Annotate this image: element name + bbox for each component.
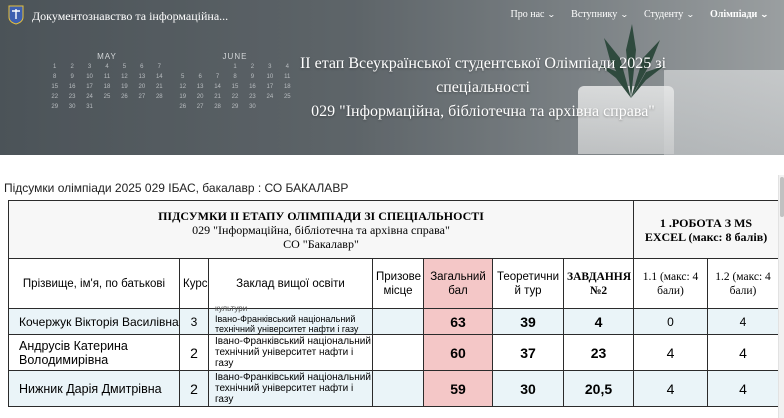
- table-title: [9, 201, 634, 259]
- nav-item-about[interactable]: [511, 9, 556, 20]
- cell-total: 59: [424, 371, 493, 407]
- cell-place: [373, 309, 424, 335]
- column-header-sub1: 1.1 (макс: 4 бали): [634, 259, 708, 309]
- hero-title-line: 029 "Інформаційна, бібліотечна та архівна справа": [311, 103, 655, 120]
- cell-sub1: 0: [634, 309, 708, 335]
- hero-title-line: спеціальності: [436, 79, 530, 96]
- chevron-down-icon: ⌄: [686, 10, 695, 19]
- cell-sub1: 4: [634, 371, 708, 407]
- task-group-header: [634, 201, 779, 259]
- table-title-line: ПІДСУМКИ ІІ ЕТАПУ ОЛІМПІАДИ ЗІ СПЕЦІАЛЬНОСТІ: [158, 208, 484, 223]
- cell-sub1: 4: [634, 335, 708, 371]
- cell-name: Андрусів Катерина Володимирівна: [9, 335, 180, 371]
- university-crest-icon[interactable]: [8, 5, 24, 25]
- column-header-sub2: 1.2 (макс: 4 бали): [708, 259, 779, 309]
- table-row[interactable]: [9, 309, 779, 335]
- cell-institution: Івано-Франківський національний технічний університет нафти і газу: [209, 335, 373, 371]
- calendar-may: [46, 52, 168, 111]
- table-title-line: 029 "Інформаційна, бібліотечна та архівна справа": [192, 222, 450, 237]
- cell-course: 2: [180, 371, 209, 407]
- calendar-grid: 1 2 3 4 5 6 7 8 9 10 11 12 13 14 15 16 17 18 19 20 21 22 23 24 25 26 27 28 29 30 31: [51, 64, 163, 110]
- cell-sub2: 4: [708, 371, 779, 407]
- hero-title: [268, 52, 698, 124]
- column-header-task2: ЗАВДАННЯ №2: [564, 259, 634, 309]
- column-header-institution: Заклад вищої освіти: [209, 259, 373, 309]
- cell-name: Кочержук Вікторія Василівна: [9, 309, 180, 335]
- hero-title-line: ІІ етап Всеукраїнської студентської Олімпіади 2025 зі: [299, 55, 667, 72]
- cell-theory: 30: [493, 371, 564, 407]
- cell-institution: [209, 303, 373, 335]
- cell-task2: 23: [564, 335, 634, 371]
- cell-partial-text: культури: [215, 303, 248, 313]
- cell-theory: 39: [493, 309, 564, 335]
- table-row[interactable]: [9, 371, 779, 407]
- nav-item-label: Про нас: [510, 9, 545, 20]
- table-title-line: СО "Бакалавр": [283, 236, 359, 251]
- cell-sub2: 4: [708, 309, 779, 335]
- cell-place: [373, 371, 424, 407]
- sheet-caption: Підсумки олімпіади 2025 029 ІБАС, бакалавр : СО БАКАЛАВР: [4, 181, 349, 195]
- column-header-theory: Теоретични й тур: [493, 259, 564, 309]
- column-header-course: Курс: [180, 259, 209, 309]
- chevron-down-icon: ⌄: [547, 10, 557, 19]
- nav-item-applicant[interactable]: [571, 9, 628, 20]
- cell-theory: 37: [493, 335, 564, 371]
- scrollbar-thumb[interactable]: [780, 177, 784, 217]
- column-header-name: Прізвище, ім'я, по батькові: [9, 259, 180, 309]
- nav-item-label: Олімпіади: [709, 9, 758, 20]
- hero-banner: [0, 0, 784, 155]
- main-menu: [511, 9, 769, 20]
- vertical-scrollbar[interactable]: [778, 175, 784, 418]
- chevron-down-icon: ⌄: [620, 10, 629, 19]
- cell-sub2: 4: [708, 335, 779, 371]
- nav-item-student[interactable]: [644, 9, 694, 20]
- calendar-grid: 1 2 3 4 5 6 7 8 9 10 11 12 13 14 15 16 17 18 19 20 21 22 23 24 25 26 27 28 29 30: [179, 64, 291, 110]
- nav-item-label: Вступнику: [571, 9, 618, 20]
- results-table-viewport[interactable]: [8, 200, 778, 418]
- column-header-total: Загальний бал: [424, 259, 493, 309]
- results-table: [8, 200, 778, 407]
- cell-total: 63: [424, 309, 493, 335]
- cell-institution-text: Івано-Франківський національний технічний університет нафти і газу: [215, 313, 359, 334]
- cell-total: 60: [424, 335, 493, 371]
- chevron-down-icon: ⌄: [760, 10, 770, 19]
- cell-course: 2: [180, 335, 209, 371]
- column-header-place: Призове місце: [373, 259, 424, 309]
- cell-name: Нижник Дарія Дмитрівна: [9, 371, 180, 407]
- site-title[interactable]: Документознавство та інформаційна...: [32, 9, 229, 23]
- nav-item-label: Студенту: [643, 9, 684, 20]
- top-navigation-bar: [0, 0, 784, 32]
- cell-institution: Івано-Франківський національний технічний університет нафти і газу: [209, 371, 373, 407]
- cell-task2: 20,5: [564, 371, 634, 407]
- calendar-month-label: MAY: [97, 52, 117, 61]
- cell-task2: 4: [564, 309, 634, 335]
- nav-item-olympiads[interactable]: [710, 9, 768, 20]
- cell-course: 3: [180, 309, 209, 335]
- task-group-label: 1 .РОБОТА З MS EXCEL (макс: 8 балів): [644, 215, 768, 244]
- table-row[interactable]: [9, 335, 779, 371]
- cell-place: [373, 335, 424, 371]
- calendar-month-label: JUNE: [222, 52, 248, 61]
